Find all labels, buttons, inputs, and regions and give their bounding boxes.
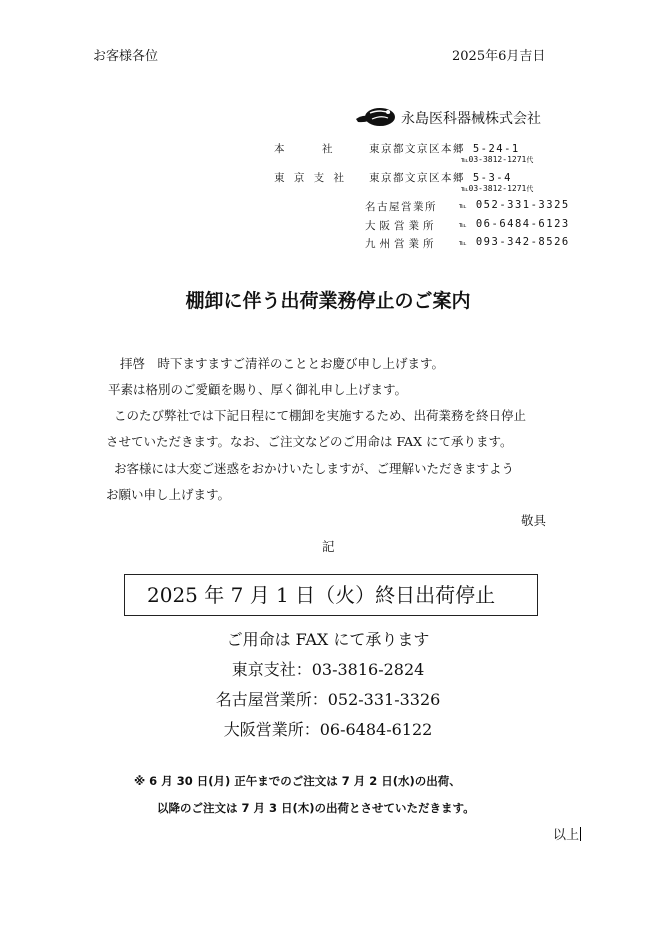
note-line-1: ※ 6 月 30 日(月) 正午までのご注文は 7 月 2 日(水)の出荷、 [134, 774, 461, 788]
branch-tel-osaka: ℡ 06-6484-6123 [459, 218, 570, 230]
body-line: お願い申し上げます。 [106, 487, 231, 502]
fax-line-osaka: 大阪営業所：06-6484-6122 [223, 720, 433, 739]
ki-heading: 記 [322, 539, 335, 554]
note-line-2: 以降のご注文は 7 月 3 日(木)の出荷とさせていただきます。 [157, 801, 475, 815]
addressee: お客様各位 [93, 49, 159, 64]
tel-mark-icon: ℡ [459, 202, 469, 210]
office-address-tokyo: 東京都文京区本郷 5-3-4 [369, 172, 512, 184]
tel-mark-icon: ℡ [461, 185, 469, 193]
office-address-head: 東京都文京区本郷 5-24-1 [369, 143, 520, 155]
body-line: 平素は格別のご愛顧を賜り、厚く御礼申し上げます。 [108, 382, 408, 397]
fax-intro: ご用命は FAX にて承ります [226, 630, 430, 649]
tel-mark-icon: ℡ [461, 156, 469, 164]
branch-label-osaka: 大阪営業所 [365, 220, 438, 232]
company-logo-icon [354, 103, 398, 131]
fax-line-nagoya: 名古屋営業所：052-331-3326 [215, 690, 441, 709]
branch-label-kyushu: 九州営業所 [365, 238, 438, 250]
office-label-tokyo: 東 京 支 社 [274, 172, 346, 184]
tel-mark-icon: ℡ [459, 239, 469, 247]
company-name: 永島医科器械株式会社 [401, 111, 541, 127]
closing-keigu: 敬具 [521, 513, 547, 528]
body-line: 拝啓 時下ますますご清祥のこととお慶び申し上げます。 [120, 356, 445, 371]
branch-label-nagoya: 名古屋営業所 [365, 201, 437, 213]
shipping-stop-box [124, 574, 538, 616]
shipping-stop-text: 2025 年 7 月 1 日（火）終日出荷停止 [147, 583, 496, 607]
text-cursor [580, 827, 581, 841]
office-label-head: 本 社 [274, 143, 334, 155]
branch-tel-kyushu: ℡ 093-342-8526 [459, 236, 570, 248]
body-line: させていただきます。なお、ご注文などのご用命は FAX にて承ります。 [106, 434, 513, 449]
office-tel-tokyo: ℡03-3812-1271代 [461, 184, 534, 193]
body-line: このたび弊社では下記日程にて棚卸を実施するため、出荷業務を終日停止 [114, 408, 527, 423]
document-date: 2025年6月吉日 [452, 49, 546, 64]
branch-tel-nagoya: ℡ 052-331-3325 [459, 199, 570, 211]
fax-line-tokyo: 東京支社：03-3816-2824 [231, 660, 425, 679]
office-tel-head: ℡03-3812-1271代 [461, 155, 534, 164]
body-line: お客様には大変ご迷惑をおかけいたしますが、ご理解いただきますよう [114, 461, 515, 476]
tel-mark-icon: ℡ [459, 221, 469, 229]
document-title: 棚卸に伴う出荷業務停止のご案内 [185, 290, 471, 312]
end-ijou: 以上 [553, 828, 580, 843]
